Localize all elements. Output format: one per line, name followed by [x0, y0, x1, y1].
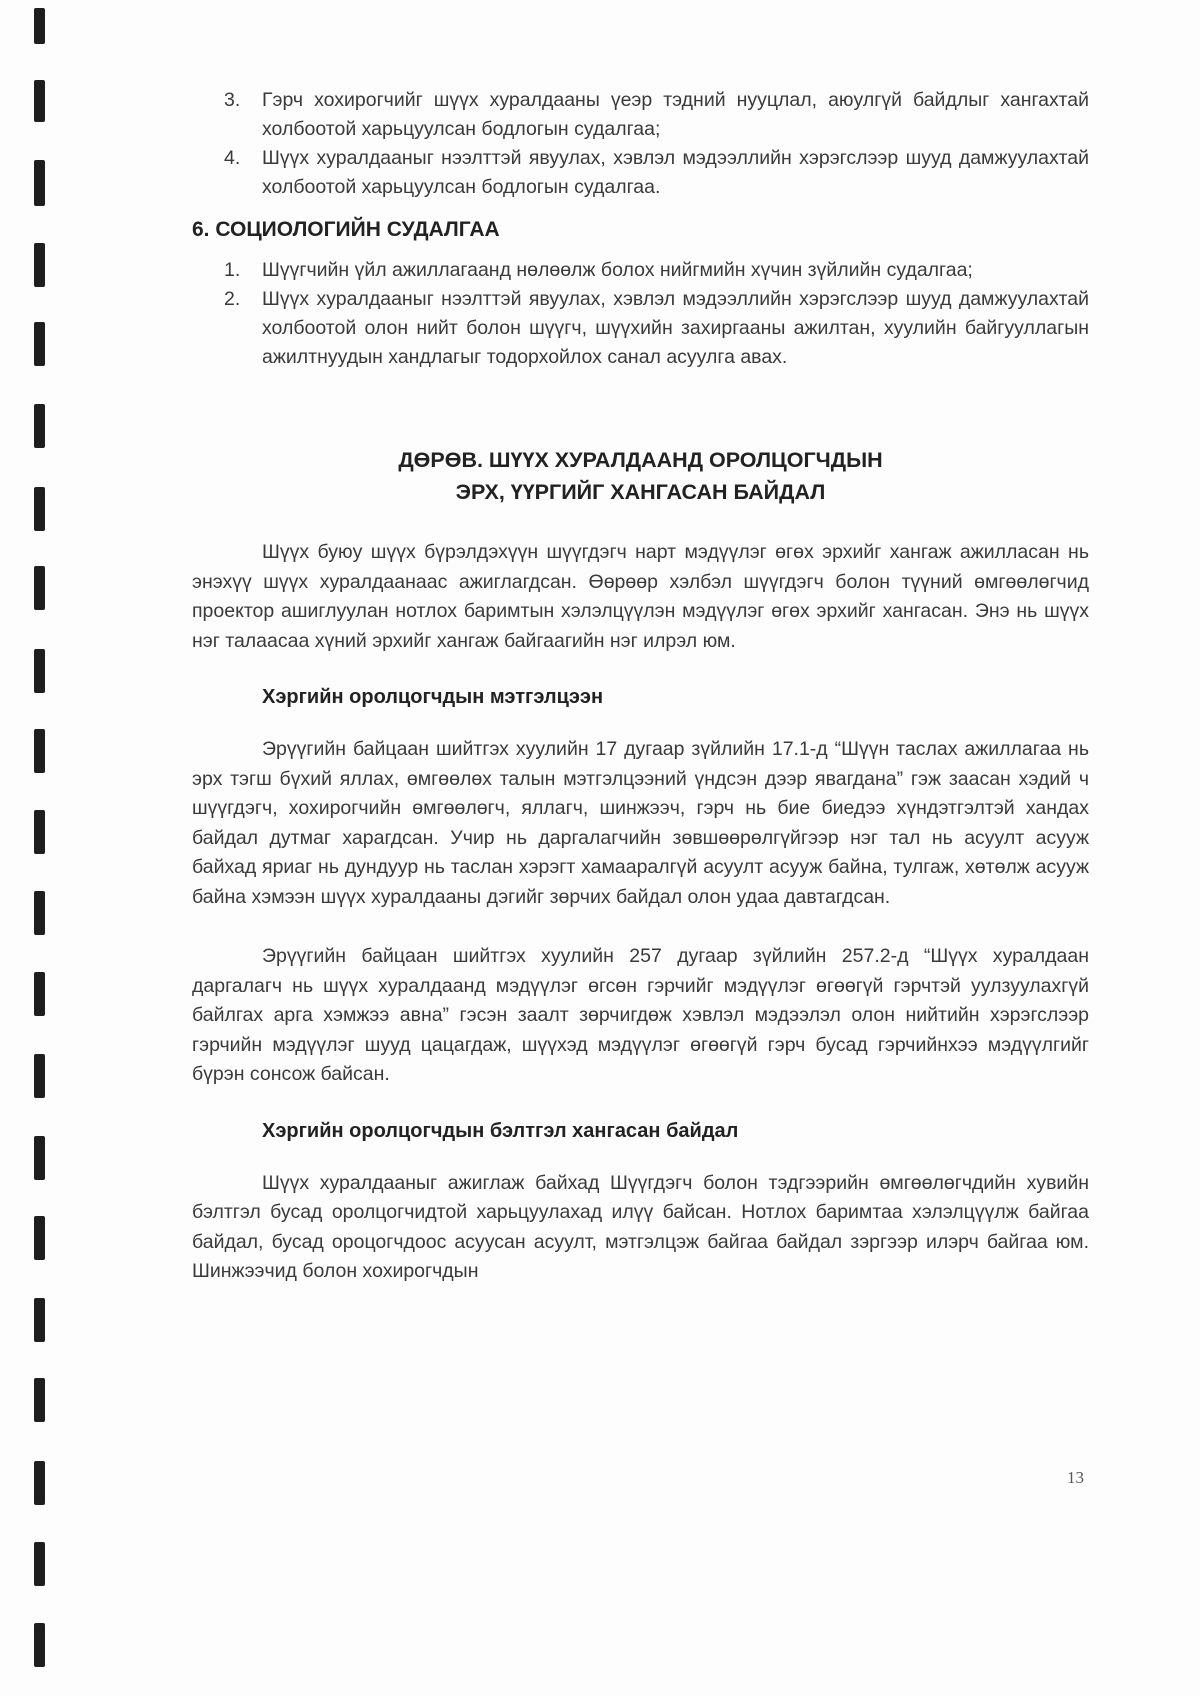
intro-paragraph: Шүүх буюу шүүх бүрэлдэхүүн шүүгдэгч нарт мэдүүлэг өгөх эрхийг хангаж ажилласан нь энэхүү шүүх хуралдаанаас ажиглагдсан. Өөрөөр хэлбэл шүүгдэгч болон түүний өмгөөлөгчид проектор ашиглуулан нотлох баримтын хэлэлцүүлэн мэдүүлэг өгөх эрхийг хангасан. Энэ нь шүүх нэг талаасаа хүний эрхийг хангаж байгаагийн нэг илрэл юм. [192, 541, 1089, 652]
chapter-title-line2: ЭРХ, ҮҮРГИЙГ ХАНГАСАН БАЙДАЛ [455, 480, 826, 504]
list-item-number: 3. [224, 89, 241, 111]
section-heading: 6. СОЦИОЛОГИЙН СУДАЛГАА [192, 218, 500, 241]
binding-hole [34, 891, 45, 935]
list-item [192, 256, 1089, 285]
sociology-research-list [192, 256, 1089, 372]
binding-hole [34, 729, 45, 773]
page-number: 13 [1067, 1468, 1084, 1487]
binding-hole [34, 810, 45, 854]
list-item-text: Шүүгчийн үйл ажиллагаанд нөлөөлж болох нийгмийн хүчин зүйлийн судалгаа; [262, 259, 973, 281]
paragraph: Шүүх хуралдааныг ажиглаж байхад Шүүгдэгч болон тэдгээрийн өмгөөлөгчдийн хувийн бэлтгэл бусад оролцогчидтой харьцуулахад илүү байсан. Нотлох баримтаа хэлэлцүүлж байгаа байдал, бусад ороцогчдоос асуусан асуулт, мэтгэлцэж байгаа байдал зэргээр илэрч байгаа юм. Шинжээчид болон хохирогчдын [192, 1171, 1089, 1282]
list-item [192, 144, 1089, 202]
list-item-number: 2. [224, 288, 241, 310]
subsection-heading: Хэргийн оролцогчдын бэлтгэл хангасан байдал [262, 1119, 739, 1142]
binding-hole [34, 1542, 45, 1586]
binding-hole [34, 322, 45, 366]
chapter-title [192, 444, 1089, 508]
binding-hole [34, 1461, 45, 1505]
binding-hole [34, 1623, 45, 1667]
binding-hole [34, 1136, 45, 1180]
binding-hole [34, 566, 45, 610]
binding-hole [34, 649, 45, 693]
binding-hole [34, 8, 45, 44]
binding-hole [34, 1378, 45, 1422]
paragraph: Эрүүгийн байцаан шийтгэх хуулийн 17 дугаар зүйлийн 17.1-д “Шүүн таслах ажиллагаа нь эрх тэгш бүхий яллах, өмгөөлөх талын мэтгэлцээний үндсэн дээр явагдана” гэж заасан хэдий ч шүүгдэгч, хохирогчийн өмгөөлөгч, яллагч, шинжээч, гэрч нь бие биедээ хүндэтгэлтэй хандах байдал дутмаг харагдсан. Учир нь даргалагчийн зөвшөөрөлгүйгээр нэг тал нь асуулт асууж байхад яриаг нь дундуур нь таслан хэрэгт хамааралгүй асуулт асууж байна, тулгаж, хөтөлж асууж байна хэмээн шүүх хуралдааны дэгийг зөрчих байдал олон удаа давтагдсан. [192, 738, 1089, 908]
list-item-text: Шүүх хуралдааныг нээлттэй явуулах, хэвлэл мэдээллийн хэрэгслээр шууд дамжуулахтай холбоотой харьцуулсан бодлогын судалгаа. [262, 147, 1089, 198]
binding-hole [34, 160, 45, 206]
binding-hole [34, 243, 45, 287]
policy-research-list [192, 86, 1089, 202]
page-content [192, 86, 1089, 1287]
list-item-number: 4. [224, 147, 241, 169]
list-item [192, 86, 1089, 144]
binding-hole [34, 487, 45, 531]
binding-hole [34, 1216, 45, 1260]
binding-hole [34, 1298, 45, 1342]
list-item-text: Шүүх хуралдааныг нээлттэй явуулах, хэвлэл мэдээллийн хэрэгслээр шууд дамжуулахтай холбоотой олон нийт болон шүүгч, шүүхийн захиргааны ажилтан, хуулийн байгууллагын ажилтнуудын хандлагыг тодорхойлох санал асуулга авах. [262, 288, 1089, 368]
chapter-title-line1: ДӨРӨВ. ШҮҮХ ХУРАЛДААНД ОРОЛЦОГЧДЫН [398, 448, 883, 472]
paragraph: Эрүүгийн байцаан шийтгэх хуулийн 257 дугаар зүйлийн 257.2-д “Шүүх хуралдаан даргалагч нь шүүх хуралдаанд мэдүүлэг өгсөн гэрчийг мэдүүлэг өгөөгүй гэрчтэй уулзуулахгүй байлгах арга хэмжээ авна” гэсэн заалт зөрчигдөж хэвлэл мэдээлэл олон нийтийн хэрэгслээр гэрчийн мэдүүлэг шууд цацагдаж, шүүхэд мэдүүлэг өгөөгүй гэрч бусад гэрчийнхээ мэдүүлгийг бүрэн сонсож байсан. [192, 945, 1089, 1085]
subsection-heading: Хэргийн оролцогчдын мэтгэлцээн [262, 686, 604, 708]
binding-hole [34, 972, 45, 1016]
binding-hole [34, 404, 45, 448]
binding-holes [34, 0, 48, 1696]
list-item [192, 285, 1089, 372]
list-item-text: Гэрч хохирогчийг шүүх хуралдааны үеэр тэдний нууцлал, аюулгүй байдлыг хангахтай холбоотой харьцуулсан бодлогын судалгаа; [262, 89, 1089, 140]
binding-hole [34, 80, 45, 122]
binding-hole [34, 1054, 45, 1098]
list-item-number: 1. [224, 259, 241, 281]
